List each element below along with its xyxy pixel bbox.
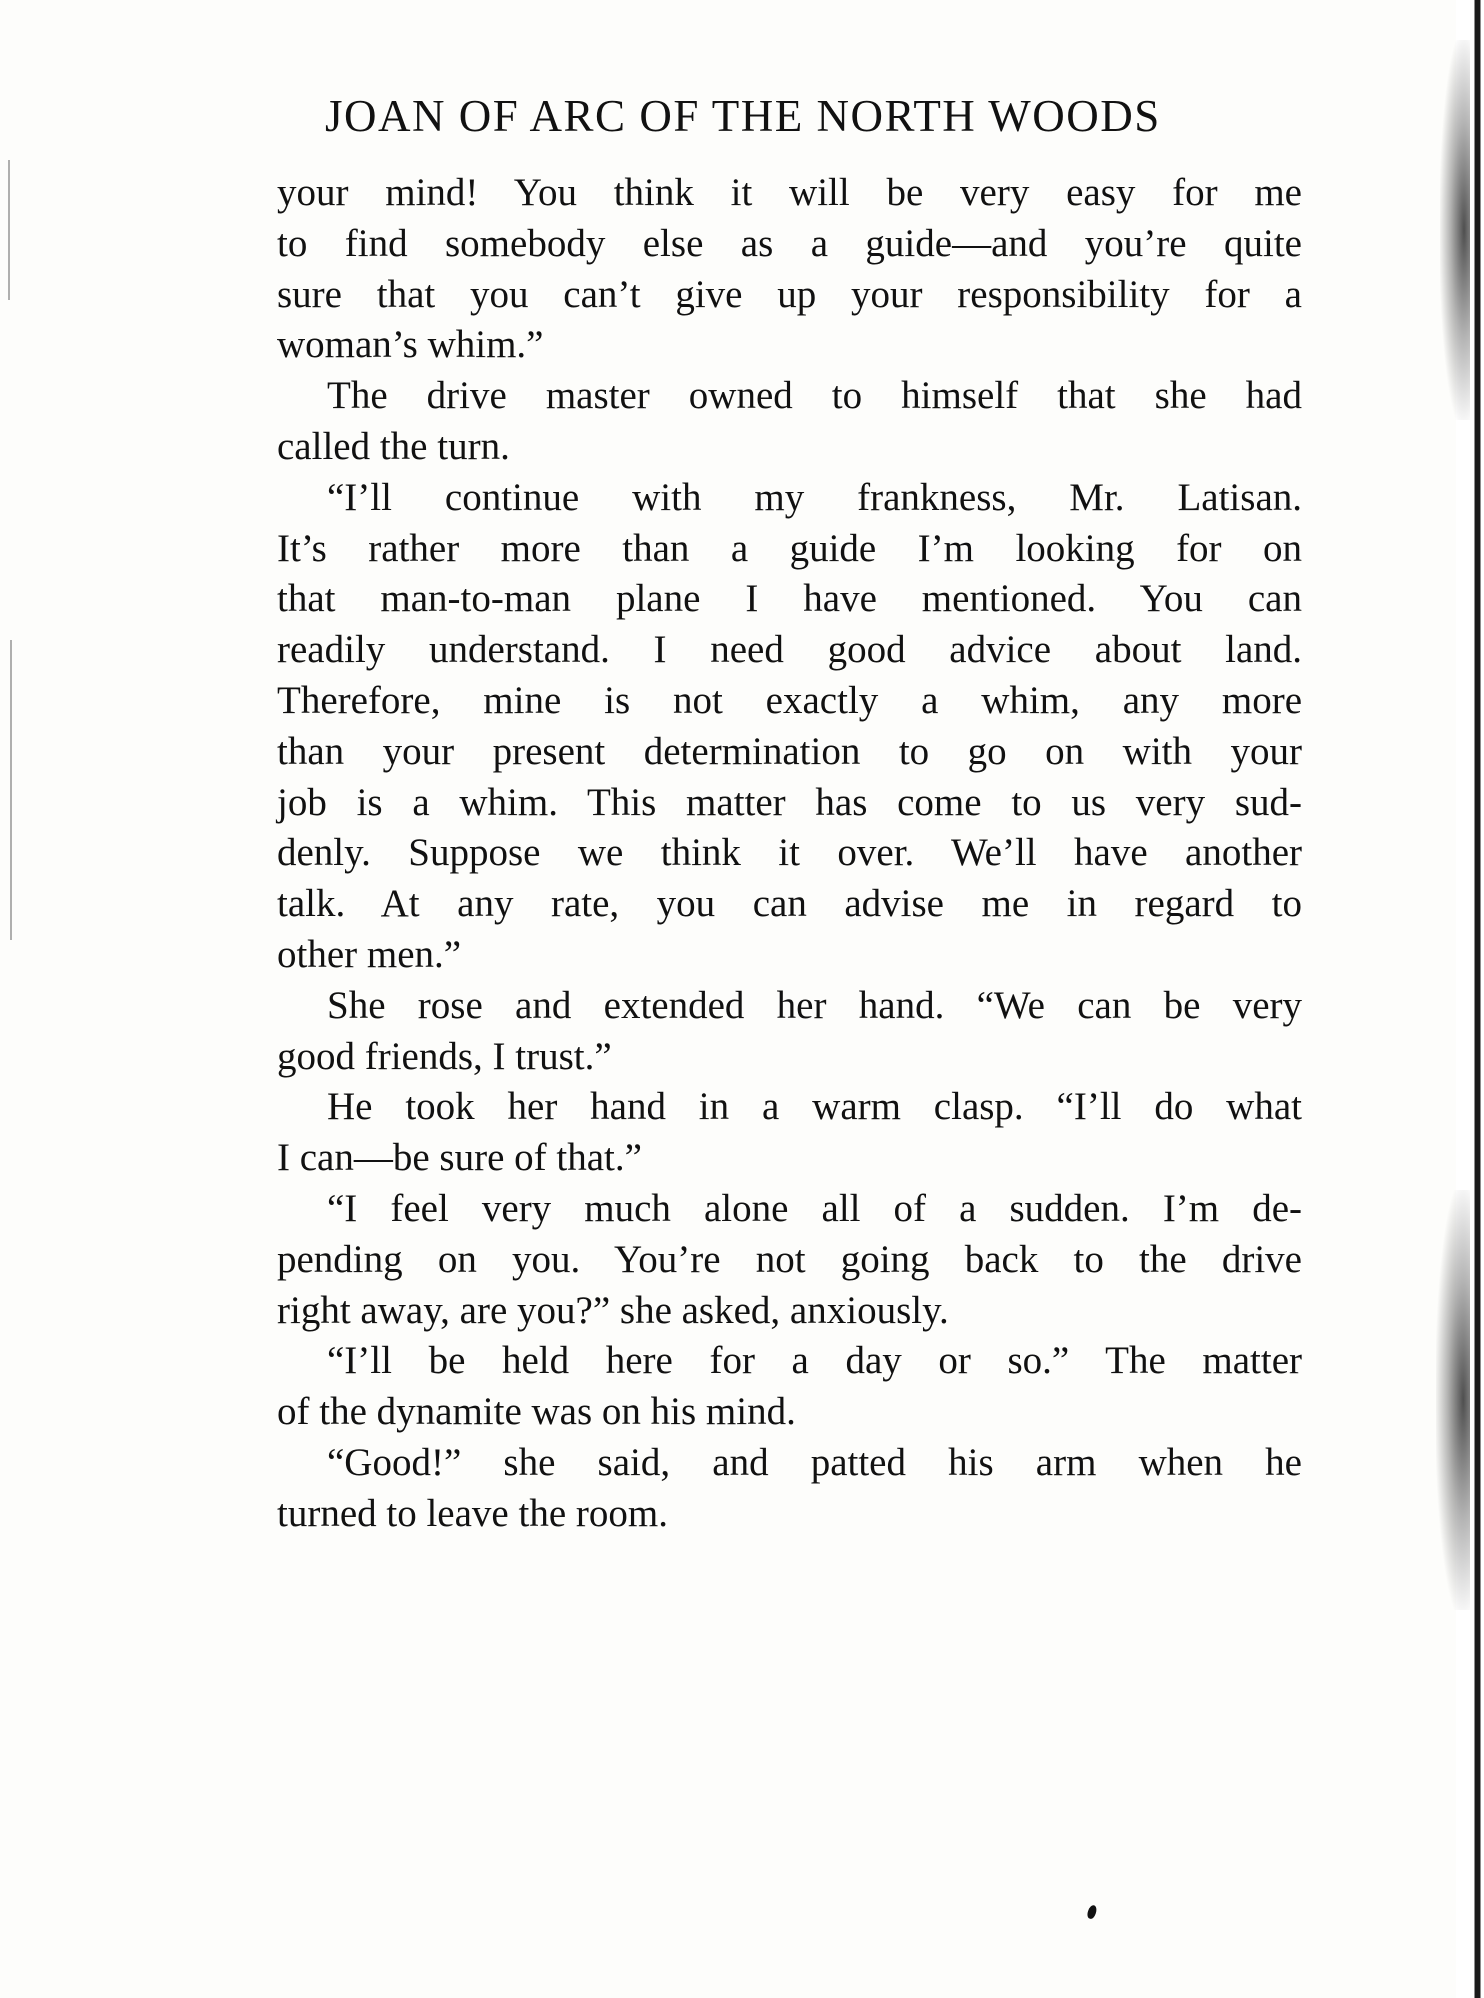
binding-shadow bbox=[1436, 1190, 1470, 1610]
text-line: readily understand. I need good advice about land. bbox=[277, 628, 1302, 672]
text-line: “I feel very much alone all of a sudden. I’m de- bbox=[327, 1186, 1302, 1230]
text-line: She rose and extended her hand. “We can be very bbox=[327, 983, 1302, 1027]
text-line: other men.” bbox=[277, 932, 462, 976]
text-line: called the turn. bbox=[277, 424, 510, 468]
scan-artifact bbox=[8, 160, 10, 300]
scan-artifact bbox=[10, 640, 12, 940]
text-line: woman’s whim.” bbox=[277, 323, 544, 367]
text-line: good friends, I trust.” bbox=[277, 1034, 612, 1078]
text-line: The drive master owned to himself that she had bbox=[327, 374, 1302, 418]
text-line: of the dynamite was on his mind. bbox=[277, 1390, 796, 1434]
running-head: JOAN OF ARC OF THE NORTH WOODS bbox=[325, 91, 1161, 141]
paragraph bbox=[277, 981, 1302, 1083]
binding-shadow bbox=[1440, 40, 1470, 420]
text-line: turned to leave the room. bbox=[277, 1491, 668, 1535]
paragraph bbox=[277, 1184, 1302, 1336]
ink-speck bbox=[1086, 1904, 1098, 1920]
text-line: pending on you. You’re not going back to the drive bbox=[277, 1237, 1302, 1281]
text-line: that man-to-man plane I have mentioned. You can bbox=[277, 577, 1302, 621]
text-line: to find somebody else as a guide—and you’re quite bbox=[277, 221, 1302, 265]
text-line: your mind! You think it will be very easy for me bbox=[277, 171, 1302, 214]
text-line: He took her hand in a warm clasp. “I’ll do what bbox=[327, 1085, 1302, 1129]
text-line: sure that you can’t give up your responsibility for a bbox=[277, 272, 1302, 316]
text-line: I can—be sure of that.” bbox=[277, 1136, 642, 1180]
text-line: than your present determination to go on with your bbox=[277, 729, 1302, 773]
text-line: job is a whim. This matter has come to us very sud- bbox=[277, 780, 1302, 824]
body-text bbox=[277, 168, 1302, 1540]
text-line: “I’ll continue with my frankness, Mr. Latisan. bbox=[327, 475, 1302, 519]
paragraph bbox=[277, 1336, 1302, 1438]
text-line: right away, are you?” she asked, anxiously. bbox=[277, 1288, 949, 1332]
text-line: talk. At any rate, you can advise me in regard to bbox=[277, 882, 1302, 926]
text-line: “I’ll be held here for a day or so.” The matter bbox=[327, 1339, 1302, 1383]
text-line: Therefore, mine is not exactly a whim, any more bbox=[277, 678, 1302, 722]
text-line: It’s rather more than a guide I’m looking for on bbox=[277, 526, 1302, 570]
paragraph bbox=[277, 371, 1302, 473]
text-line: “Good!” she said, and patted his arm when he bbox=[327, 1440, 1302, 1484]
text-line: denly. Suppose we think it over. We’ll have another bbox=[277, 831, 1302, 875]
paragraph bbox=[277, 1082, 1302, 1184]
paragraph bbox=[277, 1438, 1302, 1540]
paragraph bbox=[277, 168, 1302, 371]
paragraph bbox=[277, 473, 1302, 981]
